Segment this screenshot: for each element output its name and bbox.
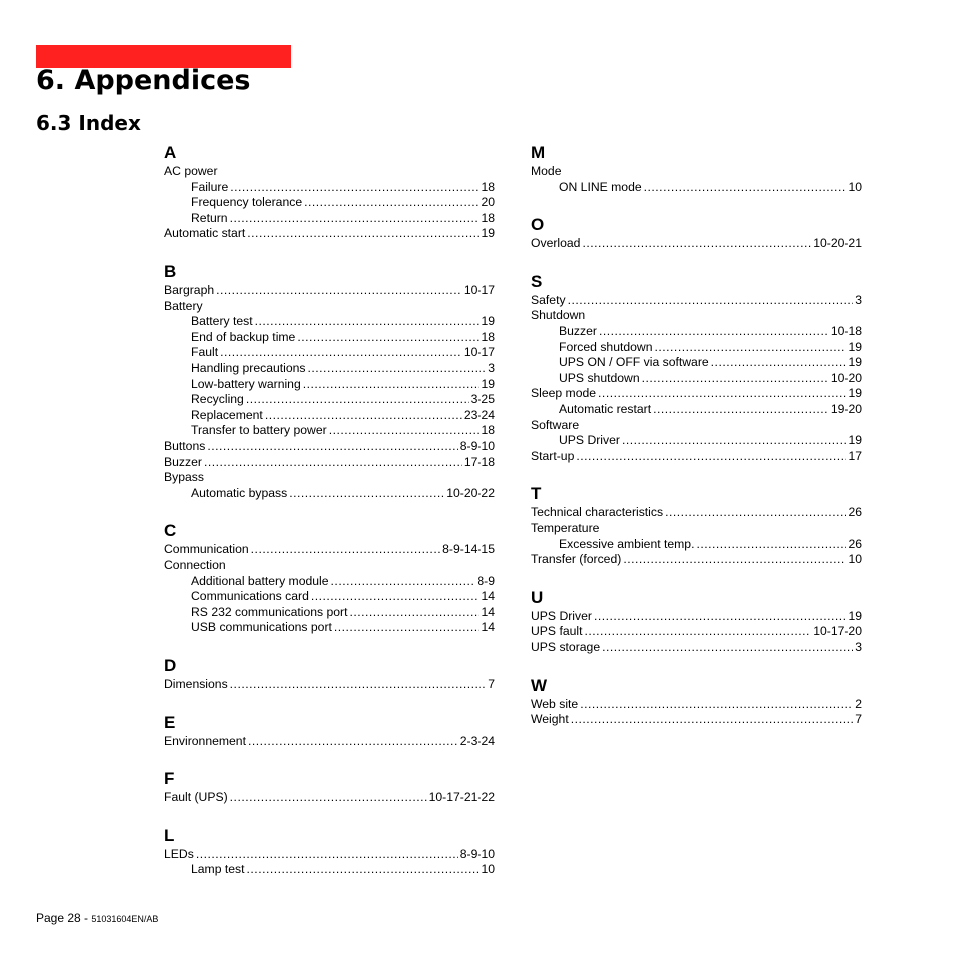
entry-term: UPS ON / OFF via software (559, 355, 709, 370)
entry-term: RS 232 communications port (191, 604, 348, 619)
dot-leader (216, 283, 462, 298)
entry-page-ref: 17-18 (463, 454, 495, 469)
index-letter-o: O (531, 215, 545, 235)
entry-page-ref: 3-25 (470, 392, 495, 407)
dot-leader (196, 847, 458, 862)
entry-page-ref: 8-9-10 (459, 846, 495, 861)
dot-leader (349, 605, 479, 620)
index-entry (531, 624, 862, 639)
index-letter-t: T (531, 484, 542, 504)
dot-leader (251, 542, 440, 557)
dot-leader (230, 180, 479, 195)
index-subentry (191, 574, 495, 589)
index-subentry (559, 433, 862, 448)
index-letter-s: S (531, 271, 543, 291)
index-entry (531, 640, 862, 655)
entry-term: Weight (531, 712, 569, 727)
entry-page-ref: 2 (855, 696, 862, 711)
entry-term: Battery test (191, 314, 253, 329)
index-entry (531, 236, 862, 251)
dot-leader (329, 423, 480, 438)
dot-leader (711, 355, 847, 370)
entry-term: UPS shutdown (559, 370, 640, 385)
index-subentry (191, 330, 495, 345)
entry-page-ref: 20 (481, 195, 495, 210)
entry-page-ref: 19 (848, 339, 862, 354)
entry-page-ref: 10-18 (830, 324, 862, 338)
entry-page-ref: 10 (848, 179, 862, 194)
index-subentry (559, 402, 862, 417)
index-letter-d: D (164, 656, 177, 675)
index-entry (164, 283, 495, 298)
entry-term: Transfer (forced) (531, 552, 622, 567)
dot-leader (297, 330, 479, 345)
index-entry (531, 697, 862, 712)
entry-term: Buzzer (164, 454, 202, 469)
entry-term: Buzzer (559, 324, 597, 338)
entry-term: Forced shutdown (559, 339, 653, 354)
entry-term: Lamp test (191, 862, 245, 877)
index-letter-l: L (164, 825, 175, 845)
entry-page-ref: 2-3-24 (459, 733, 495, 748)
chapter-title: 6. Appendices (36, 65, 251, 96)
index-entry (164, 455, 495, 470)
entry-page-ref: 19 (848, 355, 862, 370)
index-entry (164, 226, 495, 241)
entry-term: Sleep mode (531, 386, 597, 401)
entry-term: UPS Driver (531, 608, 592, 623)
entry-page-ref: 18 (481, 179, 495, 194)
index-heading: Temperature (531, 521, 600, 535)
index-subentry (191, 377, 495, 392)
dot-leader (655, 340, 847, 355)
dot-leader (207, 439, 457, 454)
dot-leader (599, 324, 829, 339)
entry-page-ref: 10 (481, 862, 495, 877)
dot-leader (230, 211, 480, 226)
dot-leader (696, 537, 846, 552)
entry-page-ref: 14 (481, 589, 495, 604)
entry-term: Low-battery warning (191, 376, 301, 391)
entry-term: LEDs (164, 846, 194, 861)
index-subentry (191, 486, 495, 501)
index-entry (531, 609, 862, 624)
entry-page-ref: 10-17-20 (813, 624, 862, 639)
entry-page-ref: 10-17-21-22 (428, 790, 495, 805)
index-letter-e: E (164, 712, 176, 732)
entry-term: Communication (164, 542, 249, 557)
dot-leader (594, 609, 846, 624)
entry-page-ref: 10-17 (463, 345, 495, 360)
index-heading: Software (531, 417, 580, 432)
dot-leader (568, 293, 854, 308)
index-subentry (191, 862, 495, 877)
entry-term: Automatic restart (559, 402, 652, 416)
entry-term: Communications card (191, 589, 309, 604)
entry-term: Return (191, 210, 228, 225)
index-letter-b: B (164, 262, 177, 281)
index-letter-c: C (164, 521, 177, 541)
entry-term: Additional battery module (191, 573, 329, 588)
dot-leader (247, 226, 479, 241)
entry-term: ON LINE mode (559, 179, 642, 194)
entry-term: Fault (UPS) (164, 790, 228, 805)
entry-page-ref: 10 (848, 552, 862, 567)
entry-term: Recycling (191, 392, 244, 407)
section-title: 6.3 Index (36, 111, 141, 135)
entry-term: Start-up (531, 448, 575, 463)
index-letter-m: M (531, 143, 546, 162)
entry-term: Safety (531, 292, 566, 307)
entry-page-ref: 19 (848, 608, 862, 623)
index-subentry (191, 211, 495, 226)
dot-leader (331, 574, 476, 589)
entry-term: End of backup time (191, 329, 296, 344)
index-subentry (559, 324, 862, 339)
dot-leader (311, 589, 480, 604)
entry-term: Transfer to battery power (191, 423, 327, 438)
entry-term: Web site (531, 696, 579, 711)
entry-page-ref: 17 (848, 448, 862, 463)
entry-page-ref: 19 (481, 226, 495, 241)
index-subentry (191, 195, 495, 210)
dot-leader (576, 449, 846, 464)
entry-term: Frequency tolerance (191, 195, 303, 210)
dot-leader (582, 236, 811, 251)
dot-leader (602, 640, 853, 655)
entry-term: Bargraph (164, 283, 215, 297)
entry-term: Dimensions (164, 677, 228, 691)
dot-leader (623, 552, 846, 567)
index-letter-a: A (164, 143, 177, 162)
dot-leader (598, 386, 846, 401)
entry-page-ref: 26 (848, 505, 862, 520)
index-entry (164, 790, 495, 805)
entry-term: Replacement (191, 407, 263, 422)
dot-leader (334, 620, 480, 635)
page-footer (36, 911, 158, 927)
index-letter-u: U (531, 587, 544, 607)
entry-page-ref: 19 (848, 433, 862, 448)
entry-page-ref: 14 (481, 620, 495, 635)
index-entry (531, 386, 862, 401)
dot-leader (248, 734, 458, 749)
entry-page-ref: 18 (481, 329, 495, 344)
dot-leader (571, 712, 854, 727)
entry-page-ref: 10-20-22 (446, 485, 495, 500)
index-heading: Shutdown (531, 308, 586, 323)
index-entry (531, 505, 862, 520)
index-entry (531, 552, 862, 567)
index-subentry (191, 423, 495, 438)
entry-term: UPS storage (531, 640, 601, 654)
dot-leader (580, 697, 853, 712)
dot-leader (642, 371, 829, 386)
dot-leader (246, 392, 469, 407)
dot-leader (622, 433, 846, 448)
dot-leader (304, 195, 479, 210)
entry-term: Technical characteristics (531, 505, 664, 520)
index-subentry (191, 345, 495, 360)
entry-term: Overload (531, 236, 581, 251)
dot-leader (289, 486, 444, 501)
entry-term: UPS fault (531, 624, 583, 639)
index-heading: Battery (164, 298, 203, 313)
entry-page-ref: 19 (481, 314, 495, 329)
index-subentry (191, 605, 495, 620)
entry-page-ref: 26 (848, 536, 862, 551)
entry-term: Failure (191, 179, 229, 194)
dot-leader (665, 505, 846, 520)
index-heading: Connection (164, 558, 226, 572)
index-heading: AC power (164, 164, 218, 178)
dot-leader (230, 790, 427, 805)
dot-leader (584, 624, 811, 639)
index-letter-w: W (531, 675, 548, 695)
dot-leader (644, 180, 847, 195)
entry-page-ref: 18 (481, 210, 495, 225)
index-entry (531, 712, 862, 727)
dot-leader (220, 345, 462, 360)
footer-page-label: Page 28 - (36, 911, 92, 925)
index-letter-f: F (164, 769, 175, 789)
dot-leader (255, 314, 480, 329)
entry-term: Fault (191, 345, 219, 360)
dot-leader (247, 862, 480, 877)
entry-page-ref: 8-9-10 (459, 439, 495, 453)
index-subentry (559, 371, 862, 386)
index-entry (531, 293, 862, 308)
entry-page-ref: 18 (481, 423, 495, 438)
entry-page-ref: 8-9 (477, 573, 495, 588)
index-subentry (559, 340, 862, 355)
entry-term: Buttons (164, 439, 206, 453)
entry-term: Handling precautions (191, 361, 306, 375)
dot-leader (265, 408, 462, 423)
entry-page-ref: 7 (855, 712, 862, 727)
entry-page-ref: 3 (855, 292, 862, 307)
entry-term: USB communications port (191, 620, 332, 635)
entry-term: Environnement (164, 733, 246, 748)
entry-page-ref: 3 (488, 361, 495, 375)
entry-page-ref: 19 (481, 376, 495, 391)
index-subentry (191, 361, 495, 376)
dot-leader (308, 361, 487, 376)
index-entry (164, 677, 495, 692)
index-entry (164, 847, 495, 862)
entry-term: Automatic bypass (191, 485, 288, 500)
entry-page-ref: 7 (488, 677, 495, 691)
index-entry (164, 439, 495, 454)
entry-page-ref: 23-24 (463, 407, 495, 422)
entry-page-ref: 10-20-21 (813, 236, 862, 251)
entry-term: UPS Driver (559, 433, 620, 448)
entry-page-ref: 14 (481, 604, 495, 619)
index-entry (164, 734, 495, 749)
entry-page-ref: 8-9-14-15 (442, 542, 495, 557)
index-subentry (559, 537, 862, 552)
dot-leader (303, 377, 480, 392)
entry-term: Automatic start (164, 226, 246, 241)
index-subentry (191, 314, 495, 329)
dot-leader (653, 402, 829, 417)
index-subentry (191, 589, 495, 604)
index-heading: Bypass (164, 470, 204, 485)
entry-page-ref: 10-17 (463, 283, 495, 297)
index-subentry (191, 408, 495, 423)
entry-page-ref: 19-20 (830, 402, 862, 416)
index-subentry (191, 620, 495, 635)
index-subentry (559, 180, 862, 195)
index-subentry (191, 392, 495, 407)
index-subentry (559, 355, 862, 370)
dot-leader (230, 677, 487, 692)
entry-page-ref: 3 (855, 640, 862, 654)
index-subentry (191, 180, 495, 195)
entry-term: Excessive ambient temp. (559, 536, 695, 551)
entry-page-ref: 10-20 (830, 370, 862, 385)
footer-doc-code: 51031604EN/AB (91, 914, 159, 924)
dot-leader (204, 455, 462, 470)
index-entry (531, 449, 862, 464)
index-heading: Mode (531, 164, 562, 178)
entry-page-ref: 19 (848, 386, 862, 401)
index-entry (164, 542, 495, 557)
